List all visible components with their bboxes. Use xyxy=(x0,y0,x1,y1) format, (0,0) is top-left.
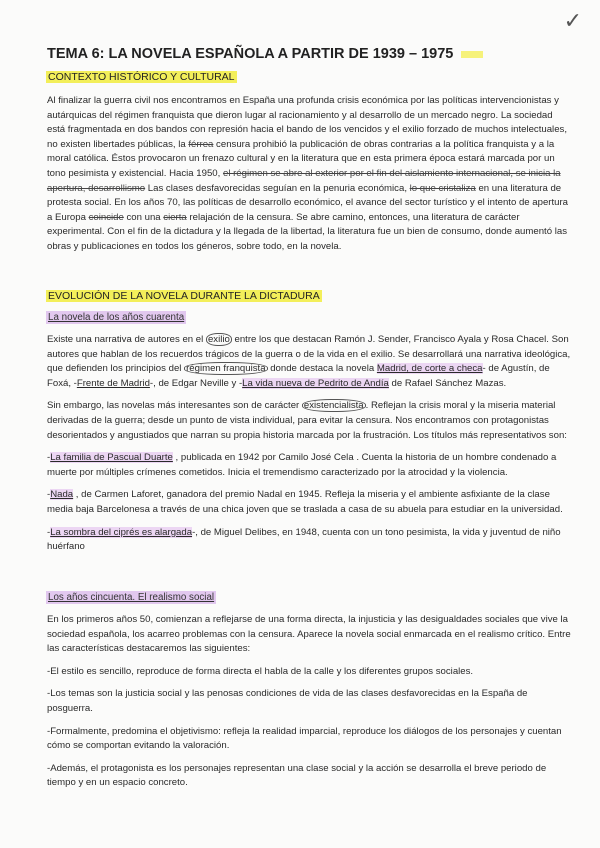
list-item: -La familia de Pascual Duarte , publicada en 1942 por Camilo José Cela . Cuenta la historia de un hombre condenado a muerte por múltiples crímenes cometidos. Inicia el tremendismo caracterizado por la atrocidad y la violencia. xyxy=(47,452,557,478)
list-item: -Nada , de Carmen Laforet, ganadora del premio Nadal en 1945. Refleja la miseria y el ambiente asfixiante de la clase media baja Barcelonesa a través de una chica joven que se traslada a casa de su abuela para estudiar en la universidad. xyxy=(47,489,563,515)
list-item: -Además, el protagonista es los personajes representan una clase social y la acción se desarrolla el breve periodo de tiempo y en un espacio concreto. xyxy=(47,762,547,789)
paragraph-fifties: En los primeros años 50, comienzan a reflejarse de una forma directa, la injusticia y las desigualdades sociales que vive la sociedad española, los acarreo problemas con la censura. Aparece la novela social enmarcada en el realismo crítico. Entre las características destacaremos las siguientes: xyxy=(47,614,571,655)
paragraph-context: Al finalizar la guerra civil nos encontramos en España una profunda crisis económica por las políticas intervencionistas y autárquicas del régimen franquista que dieron lugar al racionamiento y al desarrollo de un mercado negro. La sociedad está fragmentada en dos bandos con represión hacia el bando de los vencidos y el exilio forzado de muchos intelectuales, no existen libertades públicas, la férrea censura prohibió la publicación de obras contrarias a la política franquista y a la moral católica. Éstos provocaron un frenazo cultural y en la literatura que en esta primera época estará marcada por un tono pesimista y existencial. Hacia 1950, el régimen se abre al exterior por el fin del aislamiento internacional, se inicia la apertura, desarrollismo Las clases desfavorecidas seguían en la penuria económica, lo que cristaliza en una literatura de protesta social. En los años 70, las políticas de desarrollo económico, el avance del sector turístico y el intento de apertura a Europa coincide con una cierta relajación de la censura. Se abre camino, entonces, una literatura de carácter experimental. Con el fin de la dictadura y la llegada de la libertad, la literatura fue un bien de consumo, donde aumentó las obras y publicaciones en todos los géneros, sobre todo, en la novela. xyxy=(47,95,569,252)
section-heading-context: CONTEXTO HISTÓRICO Y CULTURAL xyxy=(48,71,235,83)
page-title xyxy=(47,46,483,62)
list-item: -Formalmente, predomina el objetivismo: refleja la realidad imparcial, reproduce los diálogos de los personajes y cuentan cómo se comportan evitando la valoración. xyxy=(47,725,562,752)
section-fifties-body xyxy=(47,613,572,797)
highlight-mark xyxy=(461,51,483,58)
title-text: TEMA 6: LA NOVELA ESPAÑOLA A PARTIR DE 1939 – 1975 xyxy=(47,46,454,62)
list-item: -El estilo es sencillo, reproduce de forma directa el habla de la calle y los diferentes grupos sociales. xyxy=(47,665,474,677)
list-item: -Los temas son la justicia social y las penosas condiciones de vida de las clases desfavorecidas en la España de posguerra. xyxy=(47,688,528,714)
section-heading-evolution: EVOLUCIÓN DE LA NOVELA DURANTE LA DICTADURA xyxy=(48,290,320,302)
paragraph-exile: Existe una narrativa de autores en el exilio entre los que destacan Ramón J. Sender, Francisco Ayala y Rosa Chacel. Son autores que hablan de los recuerdos trágicos de la guerra o de la vida en el exilio. Se desarrollará una narrativa ideológica, que defienden los principios del régimen franquista donde destaca la novela Madrid, de corte a checa- de Agustín, de Foxá, -Frente de Madrid-, de Edgar Neville y -La vida nueva de Pedrito de Andía de Rafael Sánchez Mazas. xyxy=(47,334,571,389)
section-evolution-body xyxy=(47,333,572,561)
subheading-fifties: Los años cincuenta. El realismo social xyxy=(48,592,215,603)
list-item: -La sombra del ciprés es alargada-, de Miguel Delibes, en 1948, cuenta con un tono pesimista, la vida y juventud de niño huérfano xyxy=(47,526,561,553)
check-mark: ✓ xyxy=(563,8,582,33)
subheading-forties: La novela de los años cuarenta xyxy=(48,312,185,323)
paragraph-existential: Sin embargo, las novelas más interesantes son de carácter existencialista . Reflejan la crisis moral y la miseria material derivadas de la guerra; desde un punto de vista individual, para evitar la censura. Nos encontramos con protagonistas desorientados y angustiados que narran su propia historia marcada por la frustración. Los títulos más representativos son: xyxy=(47,400,567,441)
